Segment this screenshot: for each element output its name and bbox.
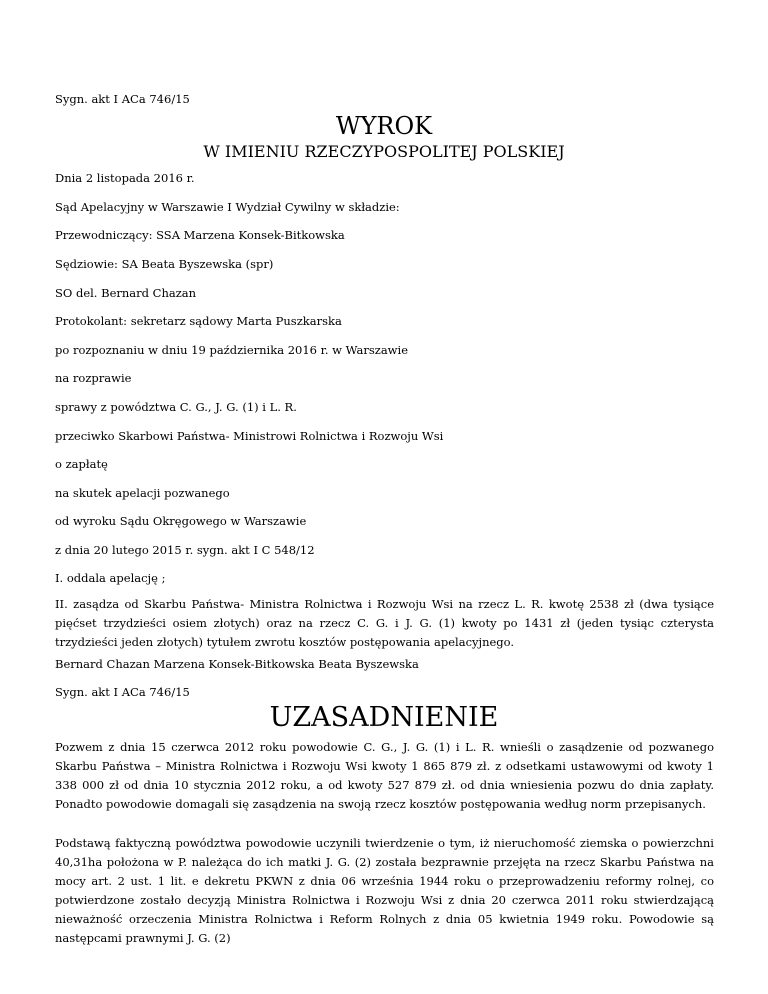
judges: Sędziowie: SA Beata Byszewska (spr) [55, 257, 274, 271]
on-hearing: na rozprawie [55, 371, 132, 385]
appeal-info: na skutek apelacji pozwanego [55, 486, 230, 500]
hearing-info: po rozpoznaniu w dniu 19 października 2016 r. w Warszawie [55, 343, 408, 357]
presiding-judge: Przewodniczący: SSA Marzena Konsek-Bitkowska [55, 228, 345, 242]
court-clerk: Protokolant: sekretarz sądowy Marta Puszkarska [55, 314, 342, 328]
signatories: Bernard Chazan Marzena Konsek-Bitkowska Beata Byszewska [55, 657, 419, 671]
justification-paragraph-1: Pozwem z dnia 15 czerwca 2012 roku powodowie C. G., J. G. (1) i L. R. wnieśli o zasądzenie od pozwanego Skarbu Państwa – Ministra Rolnictwa i Rozwoju Wsi kwoty 1 865 879 zł. z odsetkami ustawowymi od kwoty 1 338 000 zł od dnia 10 stycznia 2012 roku, a od kwoty 527 879 zł. od dnia wniesienia pozwu do dnia zapłaty. Ponadto powodowie domagali się zasądzenia na swoją rzecz kosztów postępowania według norm przepisanych. [55, 740, 714, 811]
ruling-point-1: I. oddala apelację ; [55, 571, 166, 585]
court-name: Sąd Apelacyjny w Warszawie I Wydział Cywilny w składzie: [55, 200, 400, 214]
case-parties: sprawy z powództwa C. G., J. G. (1) i L. R. [55, 400, 297, 414]
justification-title: UZASADNIENIE [269, 702, 499, 733]
document-title: WYROK [335, 112, 433, 140]
document-subtitle: W IMIENIU RZECZYPOSPOLITEJ POLSKIEJ [203, 142, 565, 161]
delegated-judge: SO del. Bernard Chazan [55, 286, 197, 300]
case-signature-top: Sygn. akt I ACa 746/15 [55, 92, 190, 106]
defendant: przeciwko Skarbowi Państwa- Ministrowi Rolnictwa i Rozwoju Wsi [55, 429, 444, 443]
judgment-of: od wyroku Sądu Okręgowego w Warszawie [55, 514, 307, 528]
case-subject: o zapłatę [55, 457, 108, 471]
justification-paragraph-2: Podstawą faktyczną powództwa powodowie uczynili twierdzenie o tym, iż nieruchomość ziemska o powierzchni 40,31ha położona w P. należąca do ich matki J. G. (2) została bezprawnie przejęta na rzecz Skarbu Państwa na mocy art. 2 ust. 1 lit. e dekretu PKWN z dnia 06 września 1944 roku o przeprowadzeniu reformy rolnej, co potwierdzone zostało decyzją Ministra Rolnictwa i Rozwoju Wsi z dnia 20 czerwca 2011 roku stwierdzającą nieważność orzeczenia Ministra Rolnictwa i Reform Rolnych z dnia 05 kwietnia 1949 roku. Powodowie są następcami prawnymi J. G. (2) [55, 836, 714, 945]
judgment-date: Dnia 2 listopada 2016 r. [55, 171, 195, 185]
ruling-point-2: II. zasądza od Skarbu Państwa- Ministra Rolnictwa i Rozwoju Wsi na rzecz L. R. kwotę 2538 zł (dwa tysiące pięćset trzydzieści osiem złotych) oraz na rzecz C. G. i J. G. (1) kwoty po 1431 zł (jeden tysiąc czterysta trzydzieści jeden złotych) tytułem zwrotu kosztów postępowania apelacyjnego. [55, 597, 714, 649]
judgment-dated: z dnia 20 lutego 2015 r. sygn. akt I C 548/12 [55, 543, 315, 557]
case-signature-justification: Sygn. akt I ACa 746/15 [55, 685, 190, 699]
